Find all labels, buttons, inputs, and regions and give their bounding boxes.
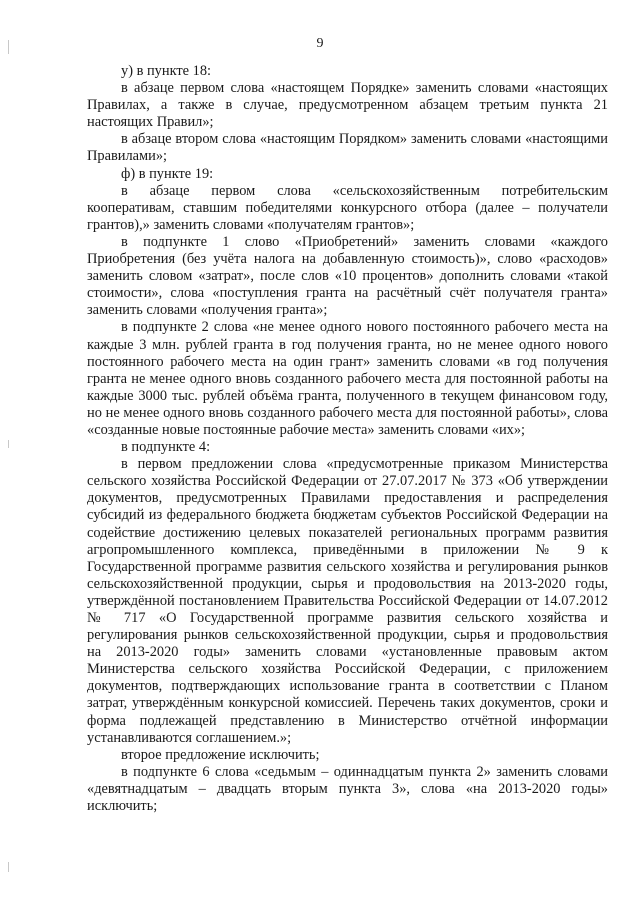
paragraph: ф) в пункте 19:: [121, 165, 214, 182]
page-number: 9: [316, 36, 324, 51]
paragraph: в подпункте 6 слова «седьмым – одиннадцатым пункта 2» заменить словами «девятнадцатым – двадцать вторым пункта 3», слова «на 2013-2020 годы» исключить;: [87, 763, 608, 815]
paragraph: второе предложение исключить;: [121, 746, 320, 763]
paragraph: в подпункте 1 слово «Приобретений» заменить словами «каждого Приобретения (без учёта налога на добавленную стоимость)», слово «расходов» заменить словом «затрат», после слов «10 процентов» дополнить словами «такой стоимости», слова «поступления гранта на расчётный счёт получателя гранта» заменить словами «получения гранта»;: [87, 233, 608, 319]
paragraph: у) в пункте 18:: [121, 63, 212, 79]
paragraph: в первом предложении слова «предусмотренные приказом Министерства сельского хозяйства Российской Федерации от 27.07.2017 № 373 «Об утверждении документов, предусмотренных Правилами предоставления и распределения субсидий из федерального бюджета бюджетам субъектов Российской Федерации на содействие достижению целевых показателей региональных программ развития агропромышленного комплекса, приведёнными в приложении № 9 к Государственной программе развития сельского хозяйства и регулирования рынков сельскохозяйственной продукции, сырья и продовольствия на 2013-2020 годы, утверждённой постановлением Правительства Российской Федерации от 14.07.2012 № 717 «О Государственной программе развития сельского хозяйства и регулирования рынков сельскохозяйственной продукции, сырья и продовольствия на 2013-2020 годы» заменить словами «установленные правовым актом Министерства сельского хозяйства Российской Федерации, с приложением документов, подтверждающих использование гранта в соответствии с Планом затрат, утверждённым конкурсной комиссией. Перечень таких документов, сроки и форма подлежащей представлению в Министерство отчётной информации устанавливаются соглашением.»;: [87, 456, 608, 746]
scan-margin-mark: [8, 440, 9, 448]
scan-margin-mark: [8, 862, 9, 872]
paragraph: в подпункте 2 слова «не менее одного нового постоянного рабочего места на каждые 3 млн. рублей гранта в год получения гранта, но не менее одного нового постоянного рабочего места на один грант» заменить словами «в год получения гранта не менее одного вновь созданного рабочего места для постоянной работы на каждые 3000 тыс. рублей объёма гранта, полученного в текущем финансовом году, но не менее одного вновь созданного рабочего места для постоянной работы», слова «созданные новые постоянные рабочие места» заменить словами «их»;: [87, 319, 608, 438]
paragraph: в подпункте 4:: [121, 439, 211, 456]
paragraph: в абзаце первом слова «настоящем Порядке» заменить словами «настоящих Правилах, а также в случае, предусмотренном абзацем третьим пункта 21 настоящих Правил»;: [87, 80, 608, 131]
document-body: [87, 63, 608, 815]
paragraph: в абзаце первом слова «сельскохозяйственным потребительским кооперативам, ставшим победителями конкурсного отбора (далее – получатели грантов),» заменить словами «получателям грантов»;: [87, 182, 608, 233]
paragraph: в абзаце втором слова «настоящим Порядком» заменить словами «настоящими Правилами»;: [87, 131, 608, 165]
